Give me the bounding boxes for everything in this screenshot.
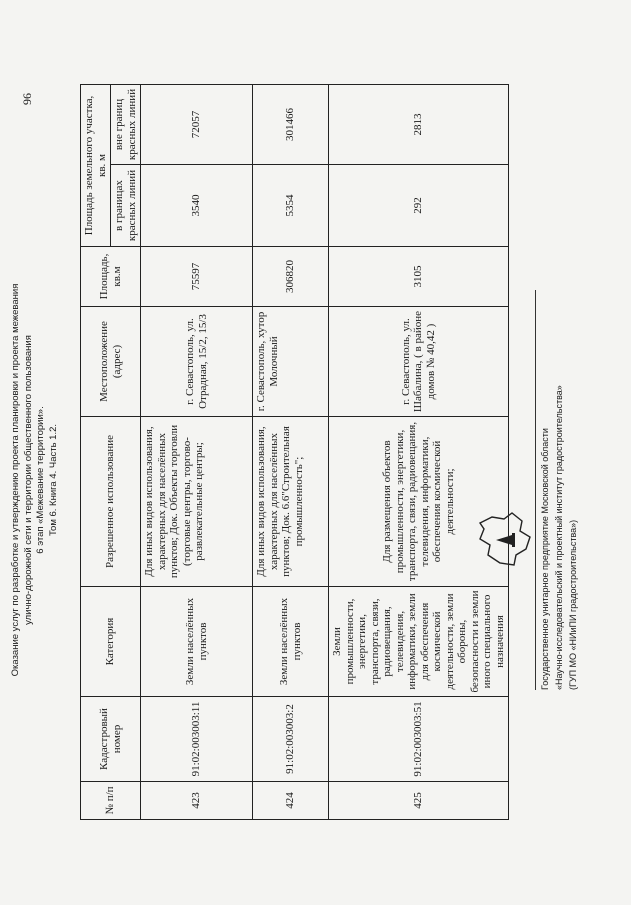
cell-area: 75597 xyxy=(141,247,253,307)
header-line-2: улично-дорожной сети и территории общественного пользования xyxy=(22,335,34,625)
cell-outside: 72057 xyxy=(141,84,253,164)
cell-permitted-use: Для иных видов использования, характерных для населённых пунктов; Док. 6.6"Строительная промышленность"; xyxy=(253,417,329,587)
cell-num: 423 xyxy=(141,782,253,820)
cell-inside: 5354 xyxy=(253,165,329,247)
col-header-location: Местоположение (адрес) xyxy=(81,307,141,417)
header-line-1: Оказание услуг по разработке и утверждению проекта планировки и проекта межевания xyxy=(10,283,21,677)
cell-category: Земли населённых пунктов xyxy=(253,587,329,697)
footer-line-2: «Научно-исследовательский и проектный институт градостроительства» xyxy=(554,385,564,690)
cell-cadastral: 91:02:003003:2 xyxy=(253,697,329,782)
col-header-num: № п/п xyxy=(81,782,141,820)
cell-location: г. Севастополь, хутор Молочный xyxy=(253,307,329,417)
col-header-cadastral: Кадастровый номер xyxy=(81,697,141,782)
document-header xyxy=(10,245,60,715)
col-header-area: Площадь, кв.м xyxy=(81,247,141,307)
cell-cadastral: 91:02:003003:51 xyxy=(329,697,509,782)
header-line-4: Том 6. Книга 4. Часть 1.2. xyxy=(47,423,59,537)
institute-logo-icon xyxy=(470,505,540,575)
col-header-inside: в границах красных линий xyxy=(111,165,141,247)
cell-area: 3105 xyxy=(329,247,509,307)
table-row xyxy=(141,84,253,819)
document-footer xyxy=(535,290,580,690)
cell-category: Земли населённых пунктов xyxy=(141,587,253,697)
cell-category: Земли промышленности, энергетики, транспорта, связи, радиовещания, телевидения, информатики, земли для обеспечения космической деятельности, земли обороны, безопасности и земли иного специального назначения xyxy=(329,587,509,697)
header-line-3: 6 этап «Межевание территории». xyxy=(35,406,46,554)
footer-line-3: (ГУП МО «НИиПИ градостроительства») xyxy=(568,519,578,690)
cell-outside: 301466 xyxy=(253,84,329,164)
table-row xyxy=(253,84,329,819)
cell-inside: 3540 xyxy=(141,165,253,247)
land-plots-table xyxy=(80,84,509,820)
col-header-land-area-group: Площадь земельного участка, кв. м xyxy=(81,84,111,246)
col-header-permitted-use: Разрешенное использование xyxy=(81,417,141,587)
cell-location: г. Севастополь, ул. Шабалина, ( в районе домов № 40,42 ) xyxy=(329,307,509,417)
page-number: 96 xyxy=(20,93,34,105)
cell-inside: 292 xyxy=(329,165,509,247)
col-header-outside: вне границ красных линий xyxy=(111,84,141,164)
cell-area: 306820 xyxy=(253,247,329,307)
table-row xyxy=(329,84,509,819)
cell-cadastral: 91:02:003003:11 xyxy=(141,697,253,782)
col-header-category: Категория xyxy=(81,587,141,697)
cell-outside: 2813 xyxy=(329,84,509,164)
cell-num: 425 xyxy=(329,782,509,820)
cell-permitted-use: Для иных видов использования, характерных для населённых пунктов; Док. Объекты торговли (торговые центры, торгово-развлекательные центры; xyxy=(141,417,253,587)
cell-num: 424 xyxy=(253,782,329,820)
cell-location: г. Севастополь, ул. Отрадная, 15/2, 15/3 xyxy=(141,307,253,417)
cell-permitted-use: Для размещения объектов промышленности, энергетики, транспорта, связи, радиовещания, телевидения, информатики, обеспечения космической деятельности; xyxy=(329,417,509,587)
footer-line-1: Государственное унитарное предприятие Московской области xyxy=(540,428,550,690)
